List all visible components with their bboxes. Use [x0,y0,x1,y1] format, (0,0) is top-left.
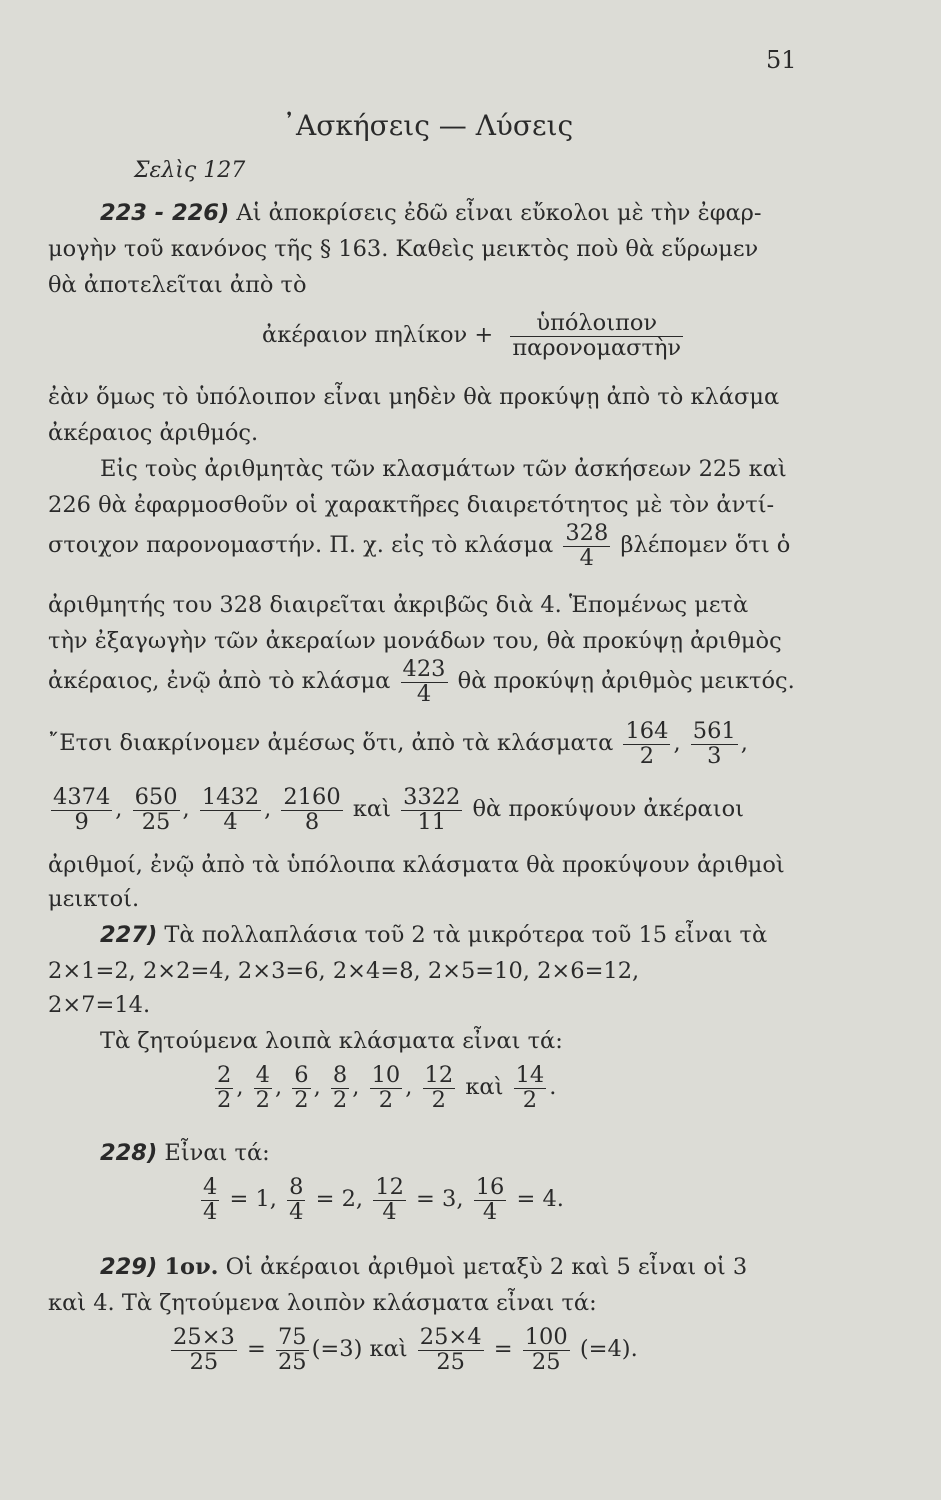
ex228-label: 228) [100,1140,158,1166]
fraction-4-4: $\frac{4}{4}$ [203,1174,218,1225]
fraction-8-4: $\frac{8}{4}$ [289,1174,304,1225]
ex223-line-3: θὰ ἀποτελεῖται ἀπὸ τὸ [48,272,307,298]
ex227-line-1: 227) Τὰ πολλαπλάσια τοῦ 2 τὰ μικρότερα τοῦ 15 εἶναι τὰ [100,922,768,948]
ex227-line-3: 2×7=14. [48,992,151,1018]
ex228-line-1: 228) Εἶναι τά: [100,1140,270,1166]
rule-formula: ἀκέραιον πηλίκον + $\frac{\text{ὑπόλοιπον}}{\text{παρονομαστὴν}}$ [262,310,682,361]
ex228-equations: $\frac{4}{4}$ = 1, $\frac{8}{4}$ = 2, $\frac{12}{4}$ = 3, $\frac{16}{4}$ = 4. [203,1174,564,1225]
page-number: 51 [766,46,797,74]
fraction-423-4: $\frac{423}{4}$ [402,656,446,707]
ex223-line-12: ῎Ετσι διακρίνομεν ἀμέσως ὅτι, ἀπὸ τὰ κλάσματα $\frac{164}{2}$ , $\frac{561}{3}$ , [48,718,748,769]
fraction-4374-9: $\frac{4374}{9}$ [53,784,111,835]
ex223-line-6: Εἰς τοὺς ἀριθμητὰς τῶν κλασμάτων τῶν ἀσκήσεων 225 καὶ [100,456,787,482]
fraction-12-2: $\frac{12}{2}$ [424,1062,454,1113]
fraction-650-25: $\frac{650}{25}$ [134,784,178,835]
fraction-3322-11: $\frac{3322}{11}$ [403,784,461,835]
ex227-line-2: 2×1=2, 2×2=4, 2×3=6, 2×4=8, 2×5=10, 2×6=12, [48,958,640,984]
ex229-line-1: 229) 1ον. Οἱ ἀκέραιοι ἀριθμοὶ μεταξὺ 2 καὶ 5 εἶναι οἱ 3 [100,1254,748,1280]
fraction-561-3: $\frac{561}{3}$ [692,718,736,769]
section-reference: Σελὶς 127 [134,158,246,183]
ex223-line-13: $\frac{4374}{9}$ , $\frac{650}{25}$ , $\frac{1432}{4}$ , $\frac{2160}{8}$ καὶ $\frac{3322}{11}$ θὰ προκύψουν ἀκέραιοι [53,784,744,835]
fraction-100-25: $\frac{100}{25}$ [524,1324,568,1375]
ex223-line-4: ἐὰν ὅμως τὸ ὑπόλοιπον εἶναι μηδὲν θὰ προκύψῃ ἀπὸ τὸ κλάσμα [48,384,780,410]
fraction-6-2: $\frac{6}{2}$ [294,1062,309,1113]
formula-fraction: $\frac{\text{ὑπόλοιπον}}{\text{παρονομαστὴν}}$ [512,310,682,361]
ex227-line-4: Τὰ ζητούμενα λοιπὰ κλάσματα εἶναι τά: [100,1028,563,1054]
ex223-line-10: τὴν ἐξαγωγὴν τῶν ἀκεραίων μονάδων του, θὰ προκύψῃ ἀριθμὸς [48,628,782,654]
fraction-14-2: $\frac{14}{2}$ [515,1062,545,1113]
ex223-line-15: μεικτοί. [48,886,140,912]
fraction-2160-8: $\frac{2160}{8}$ [283,784,341,835]
ex223-line-1: 223 - 226) Αἱ ἀποκρίσεις ἐδῶ εἶναι εὔκολοι μὲ τὴν ἐφαρ- [100,200,762,226]
fraction-8-2: $\frac{8}{2}$ [332,1062,348,1113]
ex223-line-14: ἀριθμοί, ἐνῷ ἀπὸ τὰ ὑπόλοιπα κλάσματα θὰ προκύψουν ἀριθμοὶ [48,852,785,878]
fraction-16-4: $\frac{16}{4}$ [475,1174,505,1225]
fraction-164-2: $\frac{164}{2}$ [625,718,669,769]
ex223-line-7: 226 θὰ ἐφαρμοσθοῦν οἱ χαρακτῆρες διαιρετότητος μὲ τὸν ἀντί- [48,492,775,518]
fraction-4-2: $\frac{4}{2}$ [255,1062,270,1113]
fraction-328-4: $\frac{328}{4}$ [565,520,609,571]
fraction-2-2: $\frac{2}{2}$ [217,1062,232,1113]
ex223-line-11: ἀκέραιος, ἐνῷ ἀπὸ τὸ κλάσμα $\frac{423}{4}$ θὰ προκύψῃ ἀριθμὸς μεικτός. [48,656,795,707]
fraction-25x4-25: $\frac{25\times 4}{25}$ [419,1324,482,1375]
ex227-label: 227) [100,922,158,948]
ex229-sub-label: 1ον. [164,1254,219,1280]
fraction-1432-4: $\frac{1432}{4}$ [201,784,260,835]
page-title: ᾿Ασκήσεις — Λύσεις [282,109,574,142]
ex229-label: 229) [100,1254,158,1280]
ex229-line-2: καὶ 4. Τὰ ζητούμενα λοιπὸν κλάσματα εἶναι τά: [48,1290,597,1316]
ex223-line-5: ἀκέραιος ἀριθμός. [48,420,259,446]
fraction-10-2: $\frac{10}{2}$ [371,1062,401,1113]
ex229-equations: $\frac{25\times 3}{25}$ = $\frac{75}{25}$ (=3) καὶ $\frac{25\times 4}{25}$ = $\frac{100}{25}$ (=4). [173,1324,638,1375]
fraction-75-25: $\frac{75}{25}$ [277,1324,307,1375]
fraction-12-4: $\frac{12}{4}$ [375,1174,404,1225]
ex223-line-9: ἀριθμητής του 328 διαιρεῖται ἀκριβῶς διὰ 4. Ἑπομένως μετὰ [48,592,749,618]
ex223-label: 223 - 226) [100,200,230,226]
ex223-line-2: μογὴν τοῦ κανόνος τῆς § 163. Καθεὶς μεικτὸς ποὺ θὰ εὕρωμεν [48,236,759,262]
ex227-fraction-list: $\frac{2}{2}$ , $\frac{4}{2}$ , $\frac{6}{2}$ , $\frac{8}{2}$ , $\frac{10}{2}$ , $\frac{12}{2}$ καὶ $\frac{14}{2}$ . [217,1062,557,1113]
ex223-line-8: στοιχον παρονομαστήν. Π. χ. εἰς τὸ κλάσμα $\frac{328}{4}$ βλέπομεν ὅτι ὁ [48,520,791,571]
fraction-25x3-25: $\frac{25\times 3}{25}$ [173,1324,235,1375]
